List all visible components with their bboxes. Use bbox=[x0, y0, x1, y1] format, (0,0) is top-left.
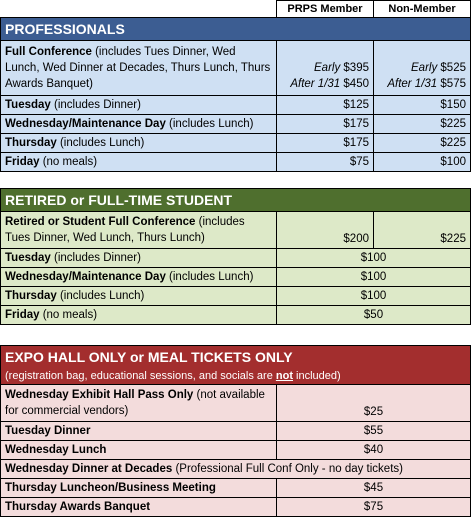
pro-full-conference-label bbox=[1, 41, 277, 96]
section-title: PROFESSIONALS bbox=[1, 18, 471, 41]
non-member-price: $100 bbox=[374, 153, 471, 172]
subtitle-emphasis: not bbox=[275, 370, 293, 382]
price: $575 bbox=[440, 78, 466, 90]
price: $75 bbox=[277, 498, 471, 517]
section-subtitle bbox=[1, 368, 471, 385]
row-label: Thursday bbox=[5, 137, 57, 149]
decades-row bbox=[1, 460, 471, 479]
row-label-cell bbox=[1, 460, 471, 479]
row-label: Thursday bbox=[5, 290, 57, 302]
row-label: Friday bbox=[5, 156, 40, 168]
early-word: Early bbox=[411, 62, 438, 74]
spacer-cell bbox=[1, 172, 277, 189]
price: $50 bbox=[277, 306, 471, 325]
section-title: EXPO HALL ONLY or MEAL TICKETS ONLY bbox=[1, 346, 471, 369]
section-header-expo bbox=[1, 346, 471, 369]
member-price: $125 bbox=[277, 96, 374, 115]
price: $100 bbox=[277, 249, 471, 268]
section-subtitle-expo bbox=[1, 368, 471, 385]
row-desc: (no meals) bbox=[39, 309, 98, 321]
non-member-price: $225 bbox=[374, 212, 471, 249]
spacer-cell bbox=[374, 172, 471, 189]
spacer-row bbox=[1, 172, 471, 189]
early-price-non-member bbox=[378, 60, 466, 76]
early-price-member bbox=[281, 60, 369, 76]
row-desc: (no meals) bbox=[39, 156, 98, 168]
table-row bbox=[1, 441, 471, 460]
row-label-cell bbox=[1, 115, 277, 134]
after-price-non-member bbox=[378, 76, 466, 92]
row-label: Wednesday/Maintenance Day bbox=[5, 271, 166, 283]
non-member-price: $150 bbox=[374, 96, 471, 115]
after-word: After 1/31 bbox=[387, 78, 438, 90]
table-row bbox=[1, 268, 471, 287]
retired-full-conference-label bbox=[1, 212, 277, 249]
row-desc: (includes Lunch) bbox=[165, 271, 254, 283]
row-desc: (includes Lunch) bbox=[56, 137, 145, 149]
member-price: $75 bbox=[277, 153, 374, 172]
spacer-row bbox=[1, 325, 471, 346]
non-member-price: $225 bbox=[374, 115, 471, 134]
spacer-cell bbox=[277, 325, 374, 346]
spacer-cell bbox=[374, 325, 471, 346]
row-desc: (includes Dinner) bbox=[50, 99, 141, 111]
row-label-cell bbox=[1, 287, 277, 306]
table-row bbox=[1, 306, 471, 325]
row-label-cell bbox=[1, 306, 277, 325]
price: $525 bbox=[440, 62, 466, 74]
header-member: PRPS Member bbox=[277, 1, 374, 18]
pro-full-non-member-price bbox=[374, 41, 471, 96]
pro-full-conference-row bbox=[1, 41, 471, 96]
section-title: RETIRED or FULL-TIME STUDENT bbox=[1, 189, 471, 212]
row-label: Retired or Student Full Conference bbox=[5, 216, 196, 228]
table-row bbox=[1, 422, 471, 441]
section-header-professionals bbox=[1, 18, 471, 41]
table-row bbox=[1, 153, 471, 172]
row-label-cell bbox=[1, 479, 277, 498]
spacer-cell bbox=[277, 172, 374, 189]
member-price: $175 bbox=[277, 134, 374, 153]
non-member-price: $225 bbox=[374, 134, 471, 153]
row-label-cell bbox=[1, 441, 277, 460]
row-label-cell bbox=[1, 96, 277, 115]
column-header-row bbox=[1, 1, 471, 18]
early-word: Early bbox=[314, 62, 341, 74]
after-price-member bbox=[281, 76, 369, 92]
row-label-cell bbox=[1, 134, 277, 153]
header-non-member: Non-Member bbox=[374, 1, 471, 18]
retired-full-conference-row bbox=[1, 212, 471, 249]
price: $450 bbox=[343, 78, 369, 90]
table-row bbox=[1, 249, 471, 268]
table-row bbox=[1, 479, 471, 498]
row-label: Friday bbox=[5, 309, 40, 321]
row-label: Tuesday Dinner bbox=[5, 425, 91, 437]
row-label: Tuesday bbox=[5, 252, 51, 264]
price: $395 bbox=[343, 62, 369, 74]
row-desc: (includes Lunch) bbox=[165, 118, 254, 130]
price: $40 bbox=[277, 441, 471, 460]
row-label: Wednesday Lunch bbox=[5, 444, 107, 456]
table-row bbox=[1, 134, 471, 153]
row-desc: (includes Lunch) bbox=[56, 290, 145, 302]
row-label-cell bbox=[1, 498, 277, 517]
row-label-cell bbox=[1, 422, 277, 441]
row-desc: (not available for commercial vendors) bbox=[5, 389, 265, 417]
row-label-cell bbox=[1, 249, 277, 268]
table-row bbox=[1, 287, 471, 306]
price: $100 bbox=[277, 287, 471, 306]
row-label: Wednesday Exhibit Hall Pass Only bbox=[5, 389, 194, 401]
pro-full-member-price bbox=[277, 41, 374, 96]
row-label: Thursday Awards Banquet bbox=[5, 501, 151, 513]
exhibit-pass-row bbox=[1, 385, 471, 422]
row-label-cell bbox=[1, 153, 277, 172]
spacer-cell bbox=[1, 325, 277, 346]
row-label: Tuesday bbox=[5, 99, 51, 111]
row-label: Wednesday/Maintenance Day bbox=[5, 118, 166, 130]
subtitle-text: (registration bag, educational sessions, and socials are bbox=[5, 370, 276, 382]
price: $55 bbox=[277, 422, 471, 441]
row-label: Full Conference bbox=[5, 46, 92, 58]
row-desc: (Professional Full Conf Only - no day tickets) bbox=[172, 463, 403, 475]
price: $25 bbox=[277, 385, 471, 422]
price: $100 bbox=[277, 268, 471, 287]
row-label: Wednesday Dinner at Decades bbox=[5, 463, 173, 475]
member-price: $200 bbox=[277, 212, 374, 249]
table-row bbox=[1, 115, 471, 134]
row-desc: (includes Tues Dinner, Wed Lunch, Thurs Lunch) bbox=[5, 216, 245, 244]
table-row bbox=[1, 96, 471, 115]
subtitle-text: included) bbox=[292, 370, 341, 382]
section-header-retired bbox=[1, 189, 471, 212]
row-desc: (includes Dinner) bbox=[50, 252, 141, 264]
table-row bbox=[1, 498, 471, 517]
header-blank-cell bbox=[1, 1, 277, 18]
member-price: $175 bbox=[277, 115, 374, 134]
price: $45 bbox=[277, 479, 471, 498]
row-desc: (includes Tues Dinner, Wed Lunch, Wed Dinner at Decades, Thurs Lunch, Thurs Awards Banquet) bbox=[5, 46, 271, 90]
row-label: Thursday Luncheon/Business Meeting bbox=[5, 482, 216, 494]
after-word: After 1/31 bbox=[290, 78, 341, 90]
exhibit-pass-label bbox=[1, 385, 277, 422]
row-label-cell bbox=[1, 268, 277, 287]
